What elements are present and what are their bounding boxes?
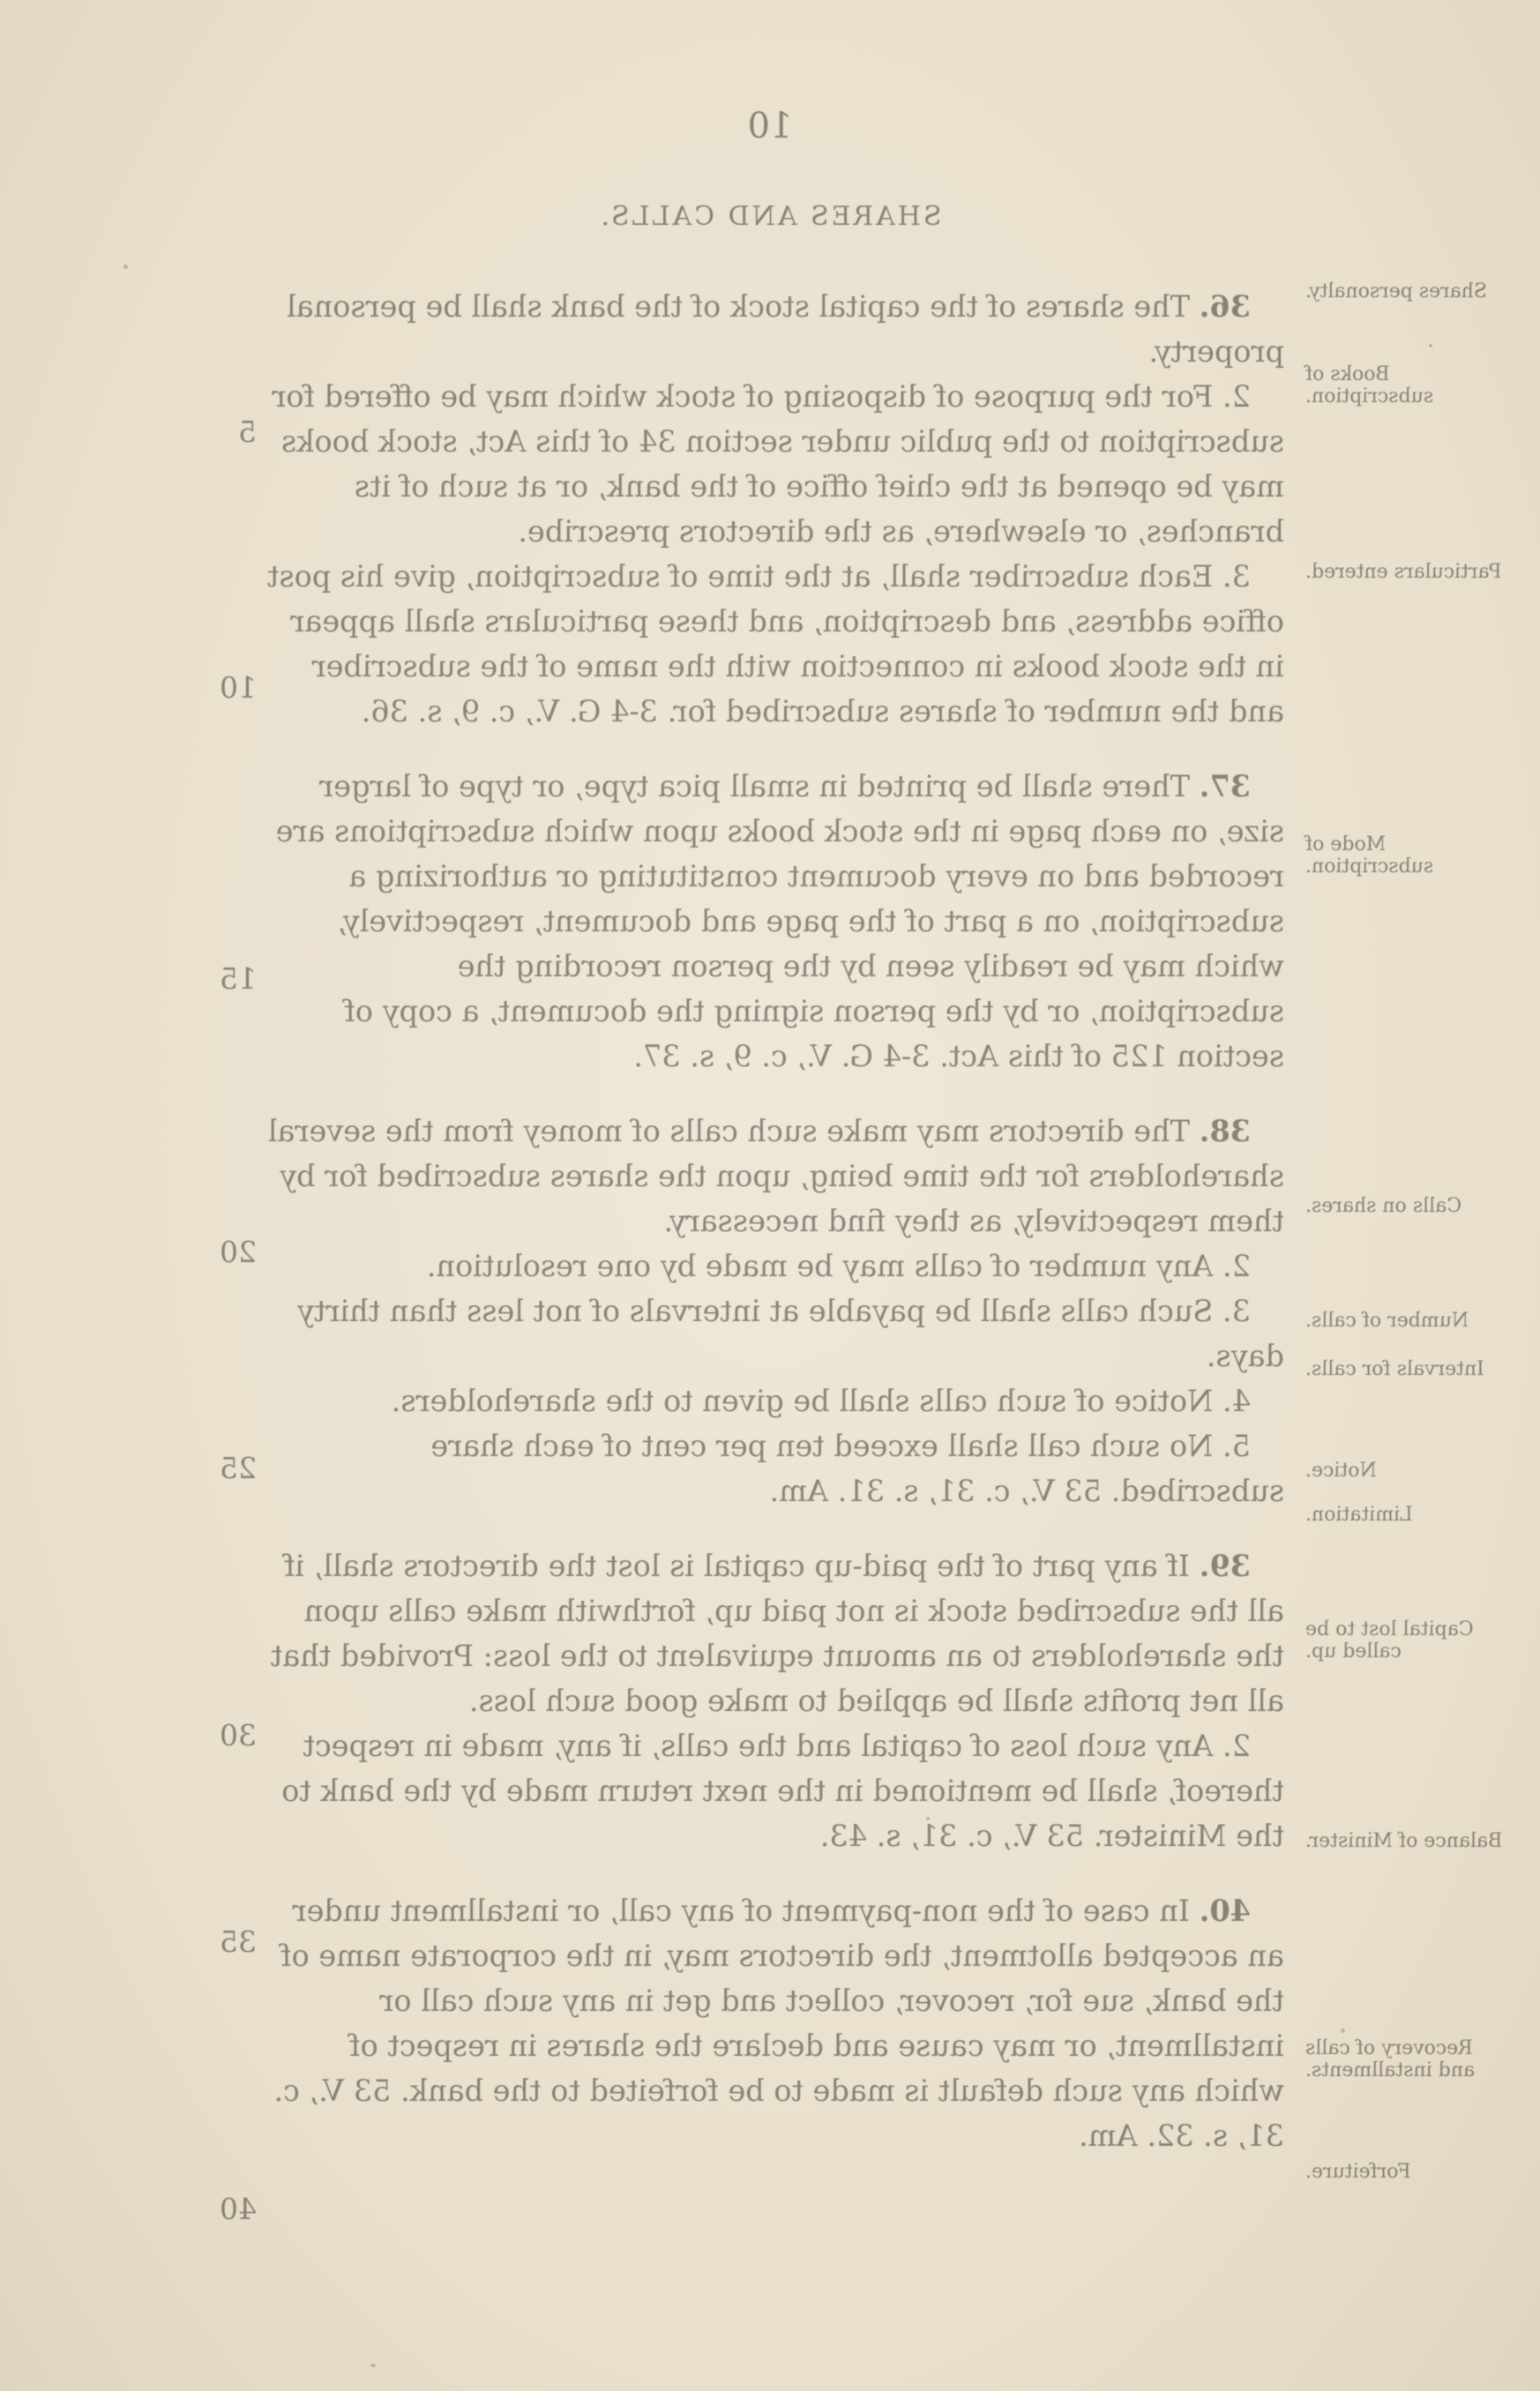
margin-note: Shares personalty.: [1305, 280, 1487, 303]
section-38: [261, 1109, 1284, 1513]
line-number: 15: [220, 961, 257, 996]
paragraph: 2. For the purpose of disposing of stock which may be offered for subscription to the public under section 34 of this Act, stock books may be opened at the chief office of the bank, or at such of its branches, or elsewhere, as the directors prescribe.: [272, 379, 1284, 549]
section-number: 37.: [1199, 769, 1251, 803]
paragraph: 2. Any number of calls may be made by one resolution.: [426, 1249, 1251, 1283]
paper-speck: [123, 265, 128, 269]
section-text: [261, 1543, 1284, 1858]
paragraph: [261, 1888, 1284, 2158]
margin-note: Limitation.: [1305, 1504, 1413, 1526]
margin-note: Intervals for calls.: [1305, 1358, 1484, 1380]
line-number: 35: [220, 1924, 257, 1959]
line-number: 25: [220, 1451, 257, 1485]
section-number: 38.: [1199, 1114, 1251, 1148]
paragraph: 2. Any such loss of capital and the calls, if any, made in respect thereof, shall be mentioned in the next return made by the bank to the Minister. 53 V., c. 31, s. 43.: [281, 1729, 1284, 1853]
section-36: [261, 284, 1284, 734]
section-number: 36.: [1199, 289, 1251, 324]
margin-note: Recovery of calls and installments.: [1305, 2037, 1476, 2081]
section-number: 39.: [1199, 1549, 1251, 1583]
section-text: [261, 1109, 1284, 1513]
paragraph-text: If any part of the paid-up capital is lost the directors shall, if all the subscribed stock is not paid up, forthwith make calls upon the shareholders to an amount equivalent to the loss: Provided that all net profits shall be applied to make good such loss.: [270, 1549, 1284, 1718]
paragraph-text: The directors may make such calls of money from the several shareholders for the time being, upon the shares subscribed for by them respectively, as they find necessary.: [267, 1114, 1284, 1238]
paper-speck: [370, 2364, 376, 2367]
margin-note: Capital lost to be called up.: [1305, 1618, 1474, 1662]
margin-note: Books of subscription.: [1305, 363, 1434, 407]
paragraph: [261, 284, 1284, 374]
margin-note: Number of calls.: [1305, 1310, 1469, 1332]
paragraph: [261, 1543, 1284, 1723]
paragraph: [261, 764, 1284, 1079]
line-number: 30: [220, 1718, 257, 1752]
line-number: 40: [220, 2192, 257, 2226]
line-number: 20: [220, 1235, 257, 1269]
paragraph: [261, 1109, 1284, 1244]
margin-note: Calls on shares.: [1305, 1195, 1462, 1217]
section-40: [261, 1888, 1284, 2158]
section-39: [261, 1543, 1284, 1858]
paragraph: 4. Notice of such calls shall be given to the shareholders.: [391, 1384, 1251, 1418]
paragraph: 5. No such call shall exceed ten per cent of each share subscribed. 53 V., c. 31, s. 31. Am.: [430, 1429, 1284, 1508]
margin-note: Balance of Minister.: [1305, 1830, 1503, 1852]
paragraph-text: In case of the non-payment of any call, or installment under an accepted allotment, the directors may, in the corporate name of the bank, sue for, recover, collect and get in any such call or installment, or may cause and declare the shares in respect of which any such default is made to be forfeited to the bank. 53 V., c. 31, s. 32. Am.: [273, 1894, 1284, 2153]
section-text: [261, 284, 1284, 734]
section-number: 40.: [1199, 1894, 1251, 1928]
statute-body: [261, 284, 1284, 2188]
margin-note: Mode of subscription.: [1305, 833, 1434, 878]
margin-note: Forfeiture.: [1305, 2161, 1411, 2183]
paragraph: 3. Each subscriber shall, at the time of subscription, give his post office address, and description, and these particulars shall appear in the stock books in connection with the name of the subscriber and the number of shares subscribed for. 3-4 G. V., c. 9, s. 36.: [266, 559, 1284, 729]
paragraph-text: There shall be printed in small pica type, or type of larger size, on each page in the stock books upon which subscriptions are recorded and on every document constituting or authorizing a subscription, on a part of the page and document, respectively, which may be readily seen by the person recording the subscription, or by the person signing the document, a copy of section 125 of this Act. 3-4 G. V., c. 9, s. 37.: [275, 769, 1284, 1073]
section-37: [261, 764, 1284, 1079]
margin-note: Notice.: [1305, 1460, 1377, 1482]
paper-speck: [1429, 344, 1432, 347]
paragraph: 3. Such calls shall be payable at intervals of not less than thirty days.: [297, 1294, 1284, 1373]
line-number: 5: [238, 415, 257, 449]
line-number: 10: [220, 670, 257, 705]
section-text: [261, 764, 1284, 1079]
margin-note: Particulars entered.: [1305, 561, 1502, 583]
page-number: 10: [747, 106, 793, 146]
running-head: SHARES AND CALLS.: [598, 201, 942, 232]
paragraph-text: The shares of the capital stock of the bank shall be personal property.: [286, 289, 1284, 369]
section-text: [261, 1888, 1284, 2158]
paper-speck: [1341, 2029, 1345, 2033]
paper-speck: [926, 1817, 930, 1820]
